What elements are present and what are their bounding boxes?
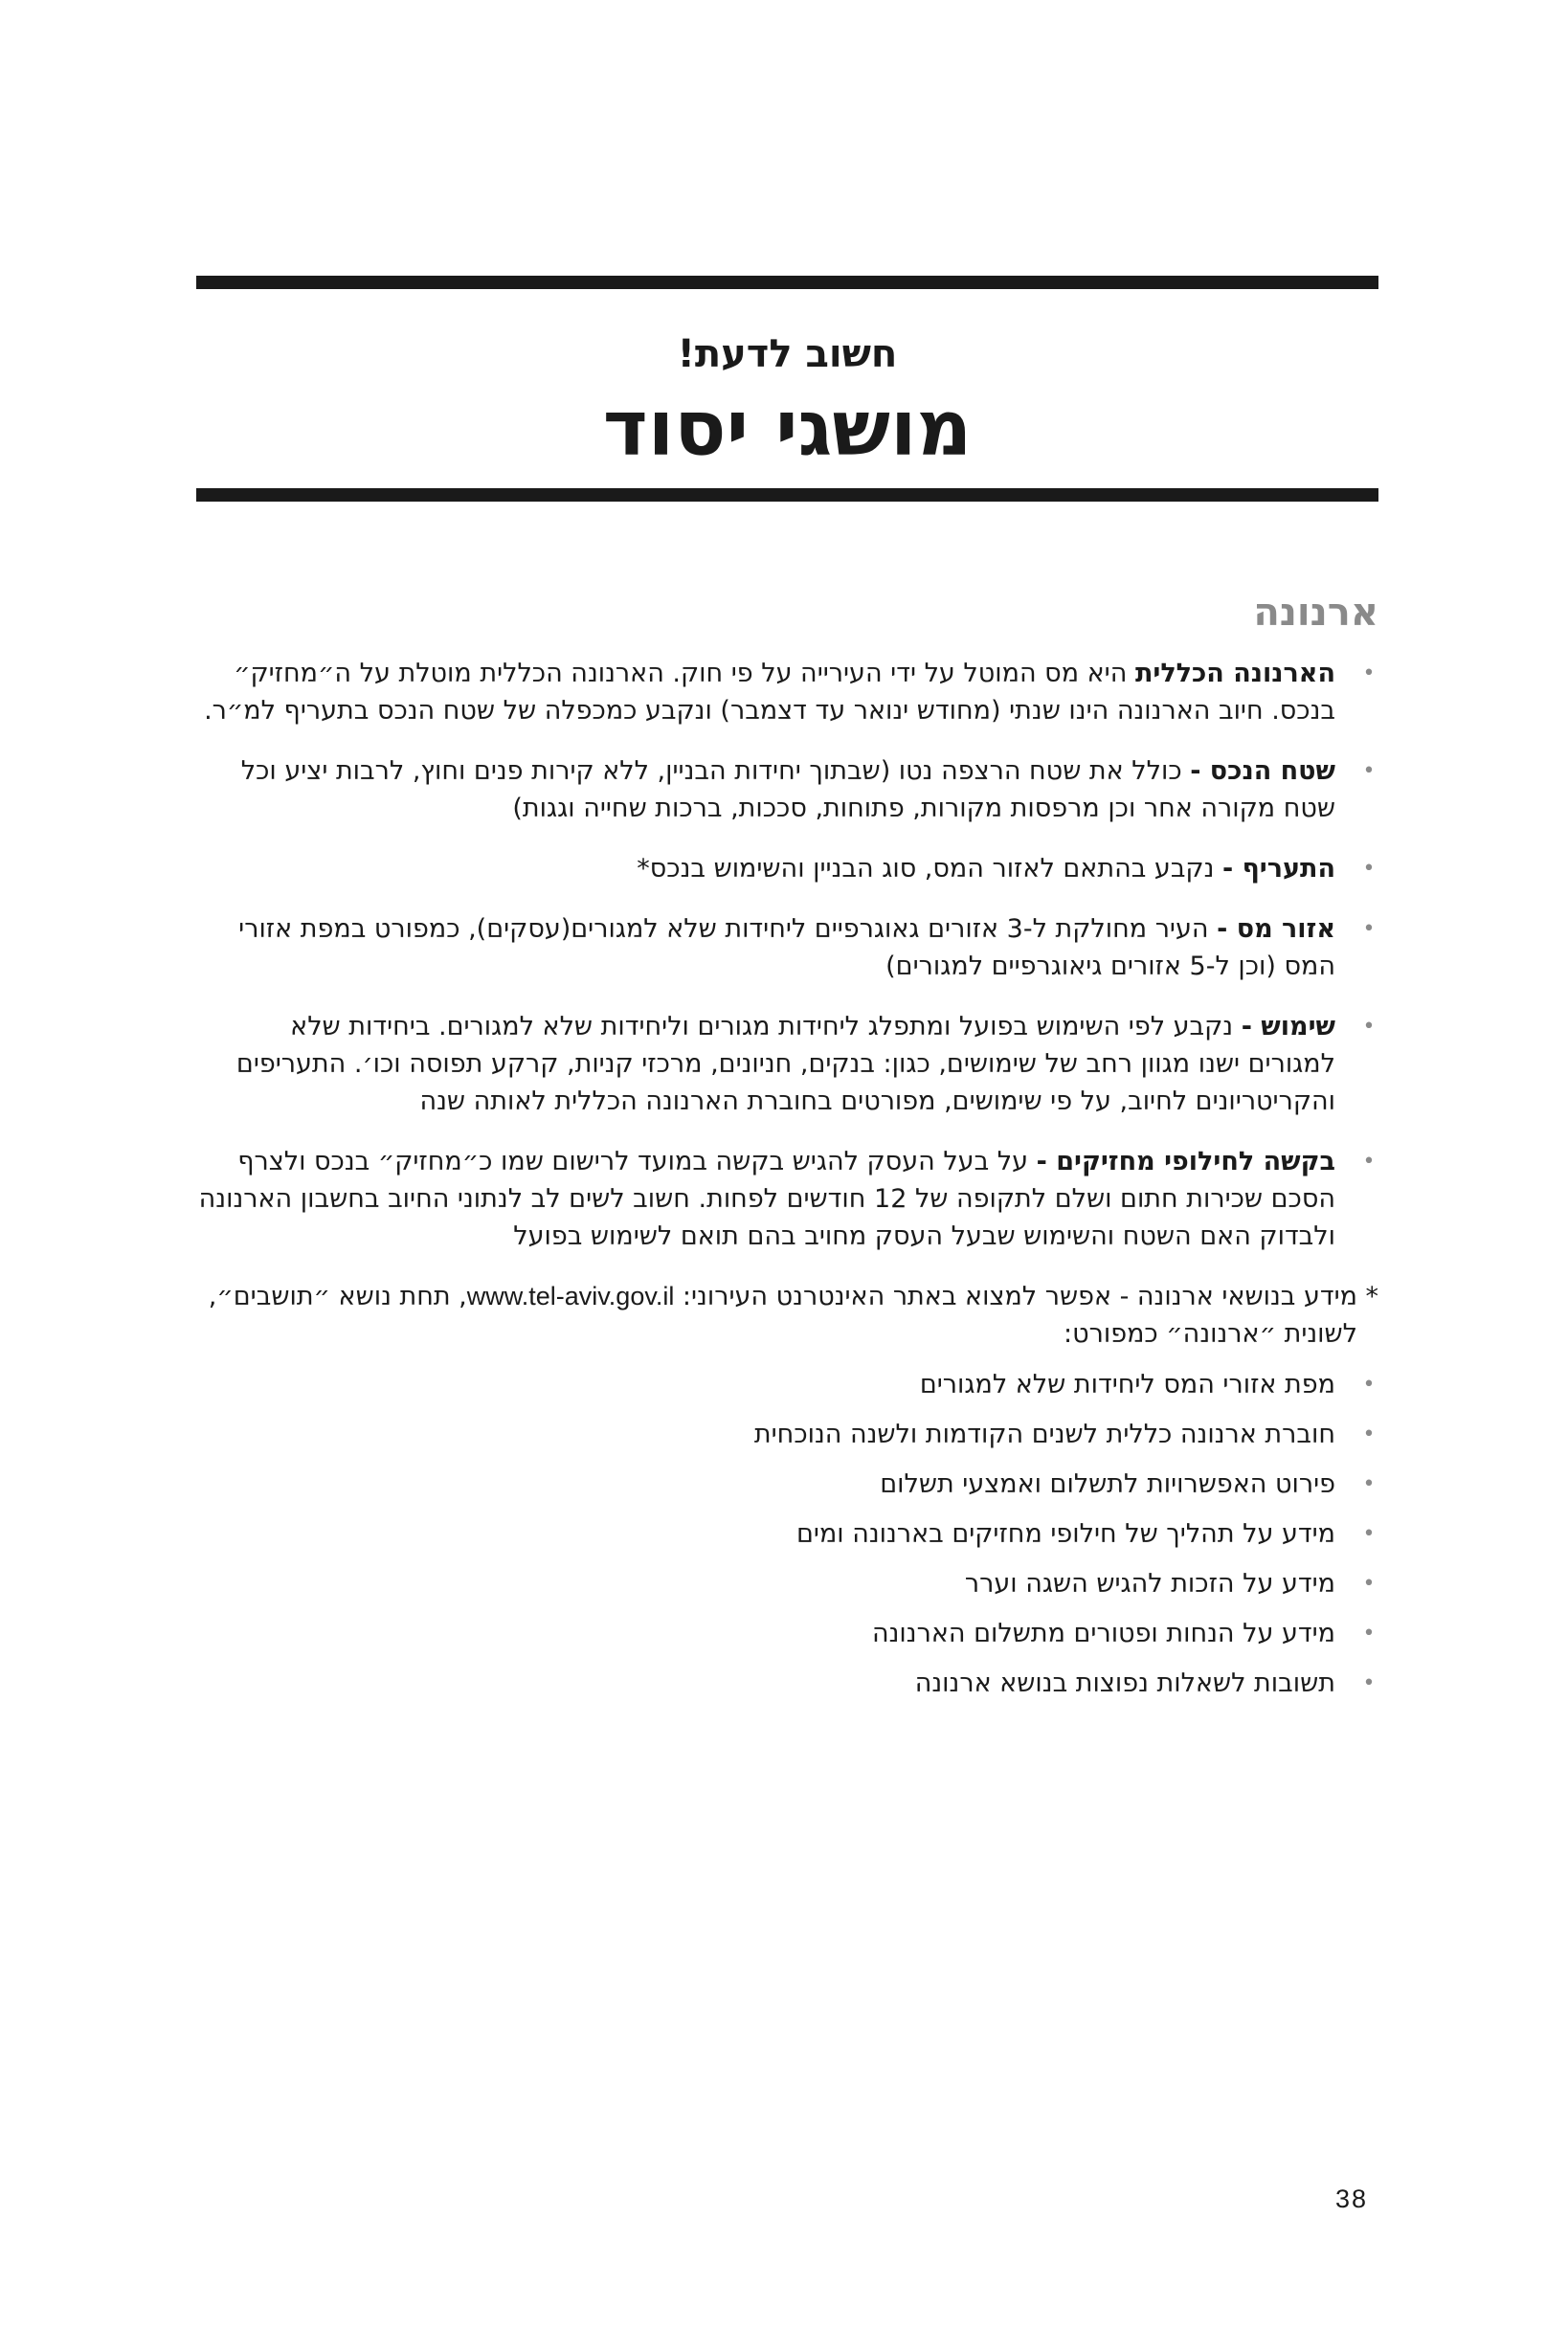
bullet-icon: • [1362, 1422, 1376, 1446]
info-note [196, 1278, 1378, 1353]
bullet-icon: • [1362, 917, 1376, 941]
section-title: ארנונה [1253, 591, 1378, 635]
definition-text: העיר מחולקת ל-3 אזורים גאוגרפיים ליחידות שלא למגורים(עסקים), כמפורט במפת אזורי המס (וכן ל-5 אזורים גיאוגרפיים למגורים) [238, 914, 1335, 981]
bullet-icon: • [1362, 1522, 1376, 1546]
definition-term: התעריף - [1221, 854, 1335, 884]
definition-text: כולל את שטח הרצפה נטו (שבתוך יחידות הבניין, ללא קירות פנים וחוץ, לרבות יציע וכל שטח מקורה אחר וכן מרפסות מקורות, פתוחות, סככות, ברכות שחייה וגגות) [240, 756, 1335, 823]
bullet-icon: • [1362, 1373, 1376, 1397]
resource-item [196, 1565, 1378, 1602]
bullet-icon: • [1362, 1572, 1376, 1596]
bullet-icon: • [1362, 1671, 1376, 1695]
page-number: 38 [1335, 2184, 1369, 2213]
header-bottom-rule [196, 488, 1378, 502]
bullet-icon: • [1362, 857, 1376, 881]
resource-label: מידע על הזכות להגיש השגה וערר [964, 1569, 1335, 1599]
definition-item [196, 910, 1378, 985]
definition-item [196, 655, 1378, 729]
bullet-icon: • [1362, 1015, 1376, 1039]
definition-term: אזור מס - [1217, 914, 1335, 944]
resource-item [196, 1665, 1378, 1702]
bullet-icon: • [1362, 1622, 1376, 1646]
bullet-icon: • [1362, 1150, 1376, 1174]
definition-text: על בעל העסק להגיש בקשה במועד לרישום שמו כ״מחזיק״ בנכס ולצרף הסכם שכירות חתום ושלם לתקופה של 12 חודשים לפחות. חשוב לשים לב לנתוני החיוב בחשבון הארנונה ולבדוק האם השטח והשימוש שבעל העסק מחויב בהם תואם לשימוש בפועל [198, 1147, 1335, 1251]
resource-label: תשובות לשאלות נפוצות בנושא ארנונה [914, 1669, 1335, 1698]
definition-term: שימוש - [1241, 1012, 1335, 1042]
page-title: מושגי יסוד [602, 384, 973, 473]
definition-term: בקשה לחילופי מחזיקים - [1036, 1147, 1335, 1176]
definition-item [196, 850, 1378, 887]
header-top-rule [196, 276, 1378, 289]
definition-text: נקבע בהתאם לאזור המס, סוג הבניין והשימוש בנכס* [637, 854, 1222, 884]
bullet-icon: • [1362, 661, 1376, 685]
definitions-list [196, 655, 1378, 1255]
document-page [196, 0, 1378, 2352]
note-text-before-url: מידע בנושאי ארנונה - אפשר למצוא באתר האינטרנט העירוני: [674, 1282, 1357, 1311]
resource-label: מידע על הנחות ופטורים מתשלום הארנונה [871, 1619, 1335, 1648]
resource-label: חוברת ארנונה כללית לשנים הקודמות ולשנה הנוכחית [753, 1420, 1335, 1449]
website-link[interactable]: www.tel-aviv.gov.il [466, 1282, 675, 1310]
note-asterisk: * [1365, 1282, 1378, 1311]
bullet-icon: • [1362, 759, 1376, 783]
definition-item [196, 1143, 1378, 1255]
content-area [196, 592, 1378, 1714]
definition-text: נקבע לפי השימוש בפועל ומתפלג ליחידות מגורים וליחידות שלא למגורים. ביחידות שלא למגורים ישנו מגוון רחב של שימושים, כגון: בנקים, חניונים, מרכזי קניות, קרקע תפוסה וכו׳. התעריפים והקריטריונים לחיוב, על פי שימושים, מפורטים בחוברת הארנונה הכללית לאותה שנה [235, 1012, 1335, 1116]
resource-item [196, 1416, 1378, 1453]
header-kicker: חשוב לדעת! [677, 332, 898, 376]
resource-item [196, 1366, 1378, 1403]
resource-item [196, 1515, 1378, 1553]
resource-label: פירוט האפשרויות לתשלום ואמצעי תשלום [880, 1469, 1335, 1499]
resource-item [196, 1615, 1378, 1652]
resource-label: מידע על תהליך של חילופי מחזיקים בארנונה ומים [795, 1519, 1335, 1549]
note-text-after-url: , תחת נושא ״תושבים״, לשונית ״ארנונה״ כמפורט: [208, 1282, 1357, 1349]
resources-list [196, 1366, 1378, 1702]
resource-item [196, 1466, 1378, 1503]
definition-term: הארנונה הכללית [1134, 659, 1335, 688]
definition-term: שטח הנכס - [1190, 756, 1335, 786]
resource-label: מפת אזורי המס ליחידות שלא למגורים [919, 1370, 1335, 1400]
bullet-icon: • [1362, 1472, 1376, 1496]
definition-text: היא מס המוטל על ידי העירייה על פי חוק. הארנונה הכללית מוטלת על ה״מחזיק״ בנכס. חיוב הארנונה הינו שנתי (מחודש ינואר עד דצמבר) ונקבע כמכפלה של שטח הנכס בתעריף למ״ר. [204, 659, 1335, 726]
definition-item [196, 752, 1378, 827]
definition-item [196, 1008, 1378, 1120]
